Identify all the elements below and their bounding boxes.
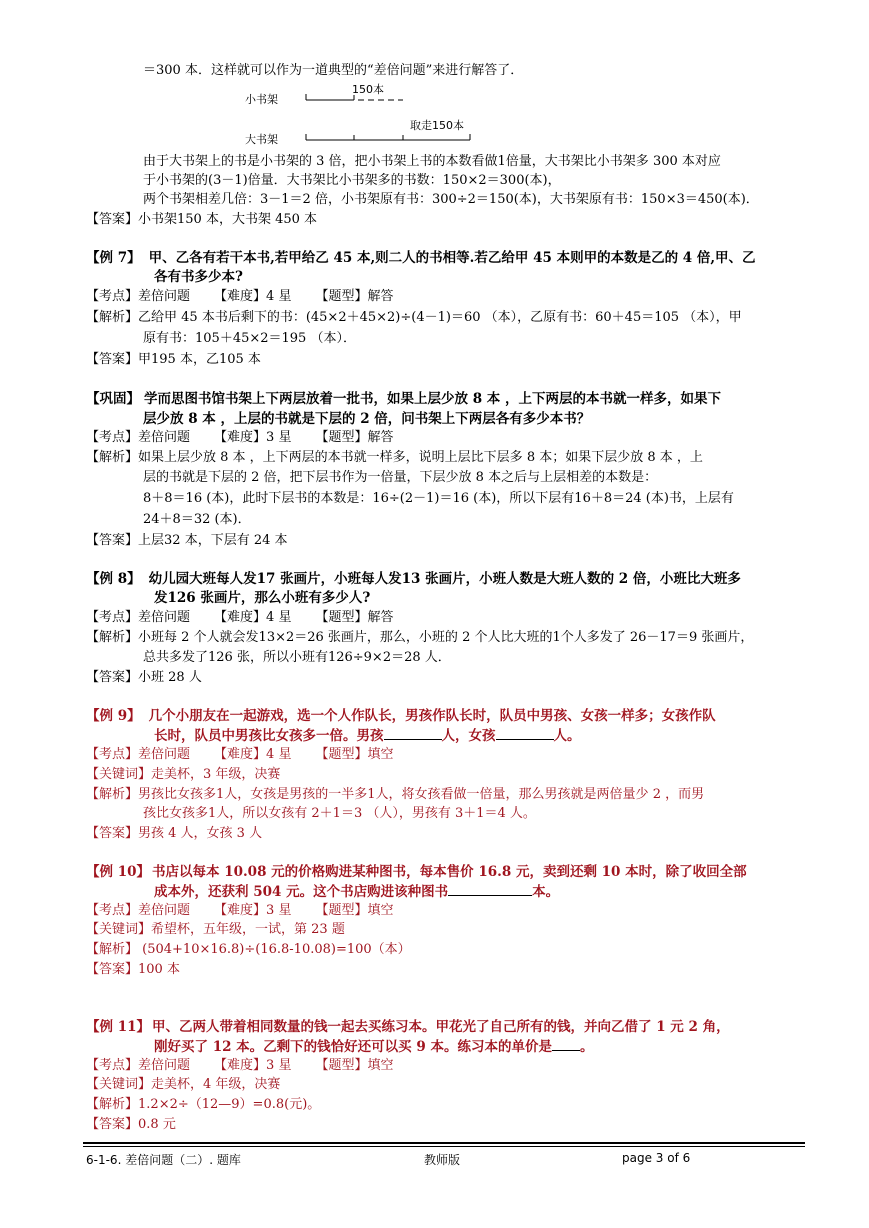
ex10-question-line-1: 【例 10】 书店以每本 10.08 元的价格购进某种图书，每本售价 16.8 元，卖到还剩 10 本时，除了收回全部 bbox=[86, 864, 747, 880]
answer-row bbox=[86, 211, 317, 229]
ex8-solution-line-2: 总共多发了126 张，所以小班有126÷9×2＝28 人． bbox=[143, 650, 451, 665]
ex8-tag: 【例 8】 bbox=[86, 571, 141, 587]
gg-question-line-1: 【巩固】 学而思图书馆书架上下两层放着一批书，如果上层少放 8 本 ，上下两层的本书就一样多，如果下 bbox=[86, 391, 721, 407]
ex8-question-line-1: 【例 8】 幼儿园大班每人发17 张画片，小班每人发13 张画片，小班人数是大班人数的 2 倍，小班比大班多 bbox=[86, 571, 741, 587]
gg-tag: 【巩固】 bbox=[86, 391, 140, 407]
ex11-question-line-1: 【例 11】 甲、乙两人带着相同数量的钱一起去买练习本。甲花光了自己所有的钱，并向乙借了 1 元 2 角， bbox=[86, 1019, 730, 1035]
ex9-keywords-row: 【关键词】走美杯，3 年级，决赛 bbox=[86, 767, 281, 782]
gg-question-line-2: 层少放 8 本 ，上层的书就是下层的 2 倍，问书架上下两层各有多少本书？ bbox=[143, 411, 591, 427]
small-shelf-label: 小书架 bbox=[245, 93, 278, 106]
ex8-solution-line-1: 【解析】小班每 2 个人就会发13×2＝26 张画片，那么，小班的 2 个人比大班的1个人多发了 26－17＝9 张画片， bbox=[86, 630, 754, 645]
small-shelf-top-label: 150本 bbox=[352, 83, 384, 96]
ex11-answer-blank bbox=[552, 1037, 580, 1051]
ex9-meta-row: 【考点】差倍问题 【难度】4 星 【题型】填空 bbox=[86, 747, 394, 762]
ex10-keywords-row: 【关键词】希望杯，五年级，一试，第 23 题 bbox=[86, 922, 345, 937]
ex9-tag: 【例 9】 bbox=[86, 708, 141, 724]
ex11-keywords-row: 【关键词】走美杯，4 年级，决赛 bbox=[86, 1077, 281, 1092]
ex9-boys-blank bbox=[384, 726, 442, 740]
answer-tag: 【答案】 bbox=[86, 212, 139, 227]
gg-solution-line-4: 24＋8＝32 (本)． bbox=[143, 512, 251, 527]
ex10-answer-blank bbox=[448, 882, 532, 896]
big-shelf-label: 大书架 bbox=[245, 133, 278, 146]
footer-rule-thick bbox=[83, 1142, 805, 1144]
big-shelf-top-label: 取走150本 bbox=[410, 119, 464, 132]
gg-answer-row: 【答案】上层32 本，下层有 24 本 bbox=[86, 533, 288, 548]
ex9-question-line-1: 【例 9】 几个小朋友在一起游戏，选一个人作队长，男孩作队长时，队员中男孩、女孩一样多；女孩作队 bbox=[86, 708, 716, 724]
ex11-answer-row: 【答案】0.8 元 bbox=[86, 1117, 176, 1132]
ex10-question-line-2: 成本外，还获利 504 元。这个书店购进该种图书 本。 bbox=[154, 884, 560, 900]
ex11-solution-row: 【解析】1.2×2÷（12—9）=0.8(元)。 bbox=[86, 1097, 321, 1112]
footer-edition: 教师版 bbox=[424, 1153, 461, 1167]
explain-line-2: 于小书架的(3－1)倍量．大书架比小书架多的书数：150×2＝300(本)， bbox=[143, 173, 561, 188]
explain-line-3: 两个书架相差几倍：3－1＝2 倍，小书架原有书：300÷2＝150(本)，大书架原有书：150×3＝450(本)． bbox=[143, 192, 759, 207]
footer-title: 6-1-6. 差倍问题（二）. 题库 bbox=[86, 1153, 241, 1167]
gg-solution-line-3: 8＋8＝16 (本)，此时下层书的本数是：16÷(2－1)＝16 (本)，所以下层有16＋8＝24 (本)书，上层有 bbox=[143, 491, 734, 506]
ex11-question-line-2: 刚好买了 12 本。乙剩下的钱恰好还可以买 9 本。练习本的单价是 。 bbox=[154, 1039, 594, 1055]
ex8-question-line-2: 发126 张画片，那么小班有多少人? bbox=[154, 590, 371, 606]
ex7-question-line-2: 各有书多少本? bbox=[154, 269, 243, 285]
ex9-answer-row: 【答案】男孩 4 人，女孩 3 人 bbox=[86, 826, 263, 841]
ex9-question-line-2: 长时，队员中男孩比女孩多一倍。男孩 人，女孩 人。 bbox=[154, 728, 581, 744]
ex9-solution-line-2: 孩比女孩多1人，所以女孩有 2＋1＝3 （人），男孩有 3＋1＝4 人。 bbox=[143, 806, 536, 821]
gg-solution-line-2: 层的书就是下层的 2 倍，把下层书作为一倍量，下层少放 8 本之后与上层相差的本数是： bbox=[143, 470, 658, 485]
ex7-solution-line-2: 原有书：105＋45×2＝195 （本）． bbox=[143, 331, 356, 346]
bookshelf-diagram bbox=[240, 80, 500, 150]
answer-text: 小书架150 本，大书架 450 本 bbox=[138, 212, 318, 227]
ex7-answer-row: 【答案】甲195 本，乙105 本 bbox=[86, 352, 261, 367]
ex7-meta-row: 【考点】差倍问题 【难度】4 星 【题型】解答 bbox=[86, 289, 394, 304]
ex10-answer-row: 【答案】100 本 bbox=[86, 962, 180, 977]
footer-page-number: page 3 of 6 bbox=[622, 1151, 691, 1165]
ex11-meta-row: 【考点】差倍问题 【难度】3 星 【题型】填空 bbox=[86, 1058, 394, 1073]
gg-meta-row: 【考点】差倍问题 【难度】3 星 【题型】解答 bbox=[86, 430, 394, 445]
ex8-meta-row: 【考点】差倍问题 【难度】4 星 【题型】解答 bbox=[86, 610, 394, 625]
gg-solution-line-1: 【解析】如果上层少放 8 本 ，上下两层的本书就一样多，说明上层比下层多 8 本；如果下层少放 8 本 ，上 bbox=[86, 450, 703, 465]
ex10-solution-row: 【解析】 (504+10×16.8)÷(16.8-10.08)=100（本） bbox=[86, 942, 411, 957]
ex8-answer-row: 【答案】小班 28 人 bbox=[86, 670, 202, 685]
explain-line-1: 由于大书架上的书是小书架的 3 倍，把小书架上书的本数看做1倍量，大书架比小书架多 300 本对应 bbox=[143, 154, 721, 169]
ex10-meta-row: 【考点】差倍问题 【难度】3 星 【题型】填空 bbox=[86, 903, 394, 918]
ex7-tag: 【例 7】 bbox=[86, 250, 141, 266]
ex7-question-line-1: 【例 7】 甲、乙各有若干本书,若甲给乙 45 本,则二人的书相等.若乙给甲 45 本则甲的本数是乙的 4 倍,甲、乙 bbox=[86, 250, 756, 266]
ex9-solution-line-1: 【解析】男孩比女孩多1人，女孩是男孩的一半多1人，将女孩看做一倍量，那么男孩就是两倍量少 2 ，而男 bbox=[86, 787, 705, 802]
ex11-tag: 【例 11】 bbox=[86, 1019, 150, 1035]
ex10-tag: 【例 10】 bbox=[86, 864, 150, 880]
ex9-girls-blank bbox=[496, 726, 554, 740]
ex7-solution-line-1: 【解析】乙给甲 45 本书后剩下的书：(45×2＋45×2)÷(4－1)＝60 （本），乙原有书：60＋45＝105 （本），甲 bbox=[86, 310, 742, 325]
intro-line: ＝300 本．这样就可以作为一道典型的“差倍问题”来进行解答了． bbox=[143, 63, 524, 78]
footer-rule-thin bbox=[83, 1146, 805, 1147]
